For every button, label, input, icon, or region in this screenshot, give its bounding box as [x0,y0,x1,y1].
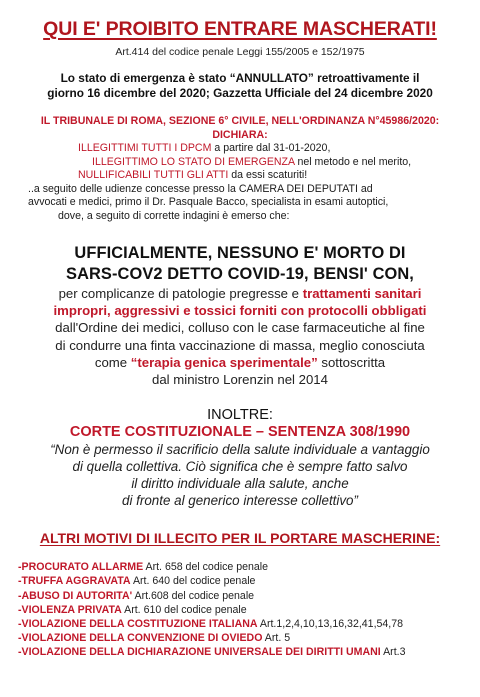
altri-motivi-heading: ALTRI MOTIVI DI ILLECITO PER IL PORTARE MASCHERINE: [39,530,441,547]
motivi-list [18,560,462,659]
inoltre-heading: INOLTRE: [207,407,273,424]
emergency-line-2: giorno 16 dicembre del 2020; Gazzetta Ufficiale del 24 dicembre 2020 [47,86,433,100]
dichiara-heading: DICHIARA: [212,128,268,141]
emergency-notice [18,71,462,101]
quote-line: “Non è permesso il sacrificio della salute individuale a vantaggio [50,442,430,458]
flyer-page [0,18,480,697]
headline-line-2: SARS-COV2 DETTO COVID-19, BENSI' CON, [66,265,414,283]
statement-line: dal ministro Lorenzin nel 2014 [152,372,328,388]
statement-line: impropri, aggressivi e tossici forniti con protocolli obbligati [53,303,427,319]
tribunale-text-line: ..a seguito delle udienze concesse presso la CAMERA DEI DEPUTATI ad [28,182,373,195]
statement-line: dall'Ordine dei medici, colluso con le case farmaceutiche al fine [55,320,425,336]
quote-line: di fronte al generico interesse collettivo” [122,493,358,509]
tribunale-text-line: avvocati e medici, primo il Dr. Pasquale Bacco, specialista in esami autoptici, [28,196,389,208]
list-item: -TRUFFA AGGRAVATA Art. 640 del codice penale [18,575,256,588]
court-quote [18,441,462,509]
tribunale-heading: IL TRIBUNALE DI ROMA, SEZIONE 6° CIVILE, NELL'ORDINANZA N°45986/2020: [40,115,440,127]
declaration-item-dpcm: ILLEGITTIMI TUTTI I DPCM a partire dal 31-01-2020, [78,142,331,154]
statement-line: per complicanze di patologie pregresse e trattamenti sanitari [58,286,422,301]
legal-subtitle: Art.414 del codice penale Leggi 155/2005 e 152/1975 [115,46,365,58]
list-item: -ABUSO DI AUTORITA' Art.608 del codice penale [18,589,255,602]
headline-line-1: UFFICIALMENTE, NESSUNO E' MORTO DI [74,244,406,262]
statement-line: di condurre una finta vaccinazione di massa, meglio conosciuta [55,337,425,353]
list-item: -VIOLAZIONE DELLA COSTITUZIONE ITALIANA Art.1,2,4,10,13,16,32,41,54,78 [18,618,404,631]
statement-line: come “terapia genica sperimentale” sottoscritta [94,354,386,370]
emergency-line-1: Lo stato di emergenza è stato “ANNULLATO” retroattivamente il [60,71,420,85]
tribunale-text-line: dove, a seguito di corrette indagini è emerso che: [58,209,290,222]
corte-heading: CORTE COSTITUZIONALE – SENTENZA 308/1990 [69,424,411,441]
list-item: -VIOLAZIONE DELLA DICHIARAZIONE UNIVERSALE DEI DIRITTI UMANI Art.3 [18,646,406,659]
declaration-item-emergenza: ILLEGITTIMO LO STATO DI EMERGENZA nel metodo e nel merito, [92,155,412,168]
list-item: -VIOLENZA PRIVATA Art. 610 del codice penale [18,603,247,616]
page-title: QUI E' PROIBITO ENTRARE MASCHERATI! [43,18,437,40]
declaration-item-atti: NULLIFICABILI TUTTI GLI ATTI da essi scaturiti! [78,169,308,181]
tribunale-section [18,115,462,223]
main-statement [18,243,462,388]
list-item: -PROCURATO ALLARME Art. 658 del codice penale [18,561,269,574]
quote-line: di quella collettiva. Ciò significa che è sempre fatto salvo [72,459,408,475]
quote-line: il diritto individuale alla salute, anche [131,476,349,492]
list-item: -VIOLAZIONE DELLA CONVENZIONE DI OVIEDO Art. 5 [18,632,291,645]
